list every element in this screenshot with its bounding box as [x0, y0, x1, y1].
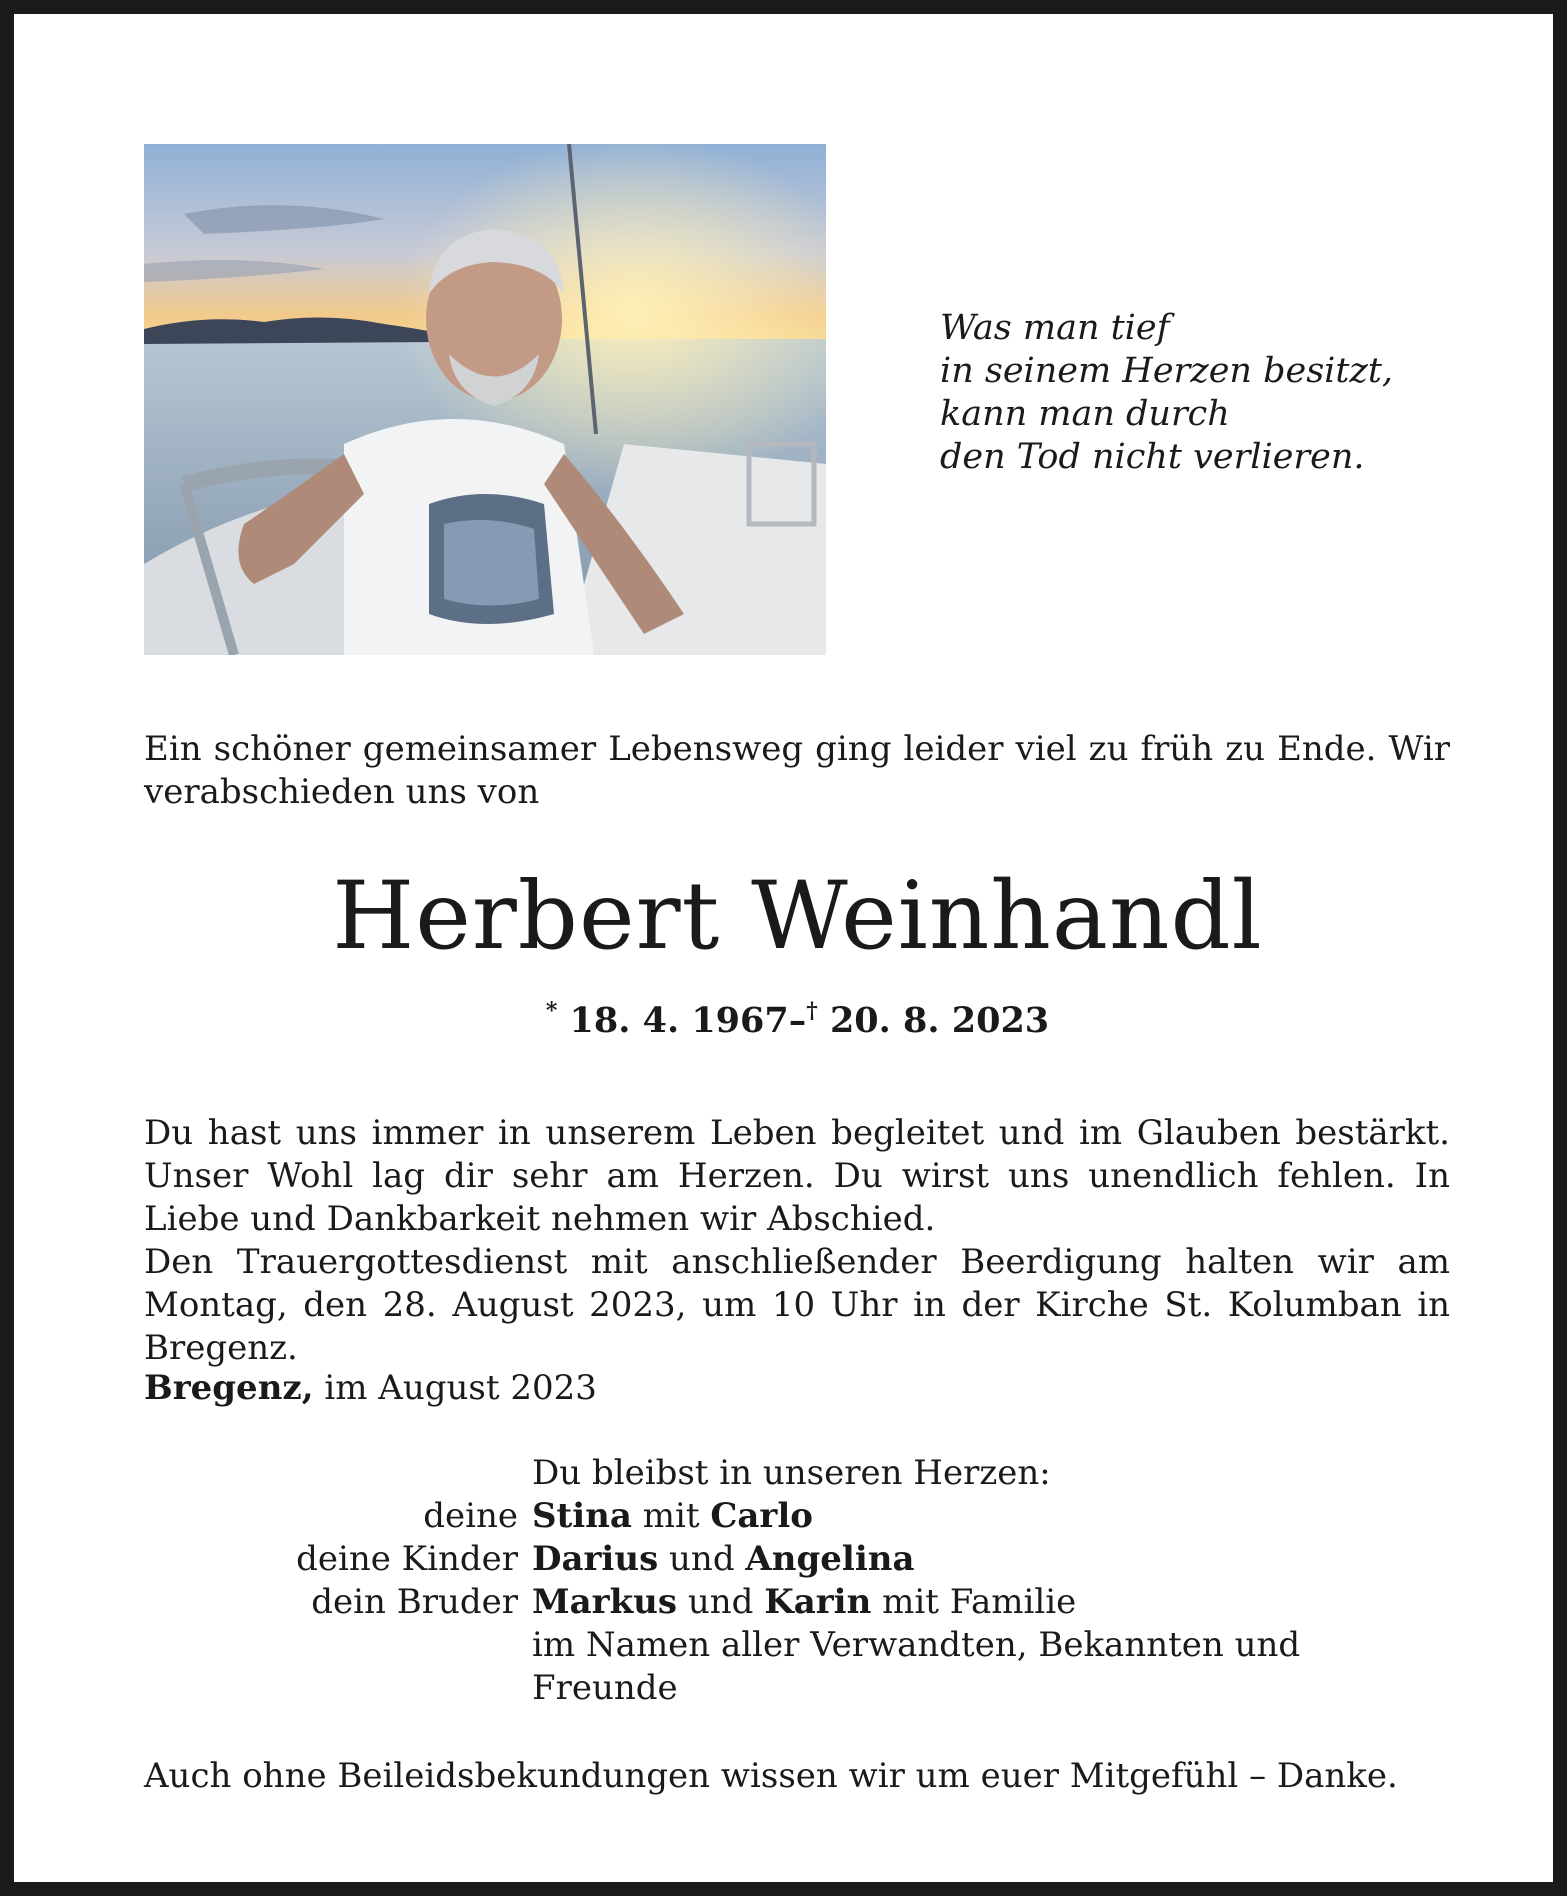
closing-text: Auch ohne Beileidsbekundungen wissen wir um euer Mitgefühl – Danke.	[144, 1756, 1398, 1796]
mourner-name: Angelina	[745, 1539, 915, 1579]
mourner-relation: dein Bruder	[311, 1582, 518, 1622]
quote-line: in seinem Herzen besitzt,	[940, 351, 1394, 391]
deceased-name: Herbert Weinhandl	[332, 862, 1263, 971]
mourners-last-line: im Namen aller Verwandten, Bekannten und Freunde	[532, 1625, 1301, 1708]
mourner-name: Carlo	[710, 1496, 813, 1536]
mourner-names	[532, 1495, 813, 1538]
mourner-suffix: mit Familie	[882, 1582, 1077, 1622]
mourner-names	[532, 1581, 1076, 1624]
place-date: im August 2023	[324, 1368, 597, 1408]
life-dates	[14, 989, 1567, 1043]
quote-line: kann man durch	[940, 394, 1230, 434]
mourner-row	[144, 1538, 1450, 1581]
birth-date: 18. 4. 1967	[569, 1000, 789, 1041]
body-text	[144, 1112, 1450, 1370]
mourners-heading: Du bleibst in unseren Herzen:	[532, 1453, 1051, 1493]
mourner-row	[144, 1495, 1450, 1538]
body-paragraph-2: Den Trauergottesdienst mit anschließender Beerdigung halten wir am Montag, den 28. August 2023, um 10 Uhr in der Kirche St. Kolumban in Bregenz.	[144, 1242, 1450, 1368]
place-city: Bregenz,	[144, 1368, 314, 1408]
quote-line: Was man tief	[940, 308, 1170, 348]
mourner-name: Markus	[532, 1582, 677, 1622]
mourner-relation: deine Kinder	[296, 1539, 518, 1579]
portrait-photo	[144, 144, 826, 655]
mourner-join: und	[687, 1582, 754, 1622]
mourner-join: mit	[642, 1496, 700, 1536]
place-and-date	[144, 1367, 597, 1410]
mourner-name: Stina	[532, 1496, 632, 1536]
date-separator: –	[788, 1000, 807, 1041]
death-symbol: †	[806, 998, 818, 1024]
quote-line: den Tod nicht verlieren.	[940, 437, 1365, 477]
mourner-name: Karin	[764, 1582, 872, 1622]
mourners-list	[144, 1452, 1450, 1710]
memorial-quote	[940, 307, 1460, 479]
death-date: 20. 8. 2023	[829, 1000, 1050, 1041]
mourner-relation: deine	[423, 1496, 518, 1536]
mourner-join: und	[669, 1539, 735, 1579]
mourner-names	[532, 1538, 915, 1581]
mourner-name: Darius	[532, 1539, 659, 1579]
mourner-row	[144, 1581, 1450, 1624]
birth-symbol: *	[545, 998, 558, 1024]
intro-text: Ein schöner gemeinsamer Lebensweg ging leider viel zu früh zu Ende. Wir verabschieden uns von	[144, 729, 1450, 812]
portrait-photo-image	[144, 144, 826, 655]
body-paragraph-1: Du hast uns immer in unserem Leben begleitet und im Glauben bestärkt. Unser Wohl lag dir sehr am Herzen. Du wirst uns unendlich fehlen. In Liebe und Dankbarkeit nehmen wir Abschied.	[144, 1113, 1450, 1239]
